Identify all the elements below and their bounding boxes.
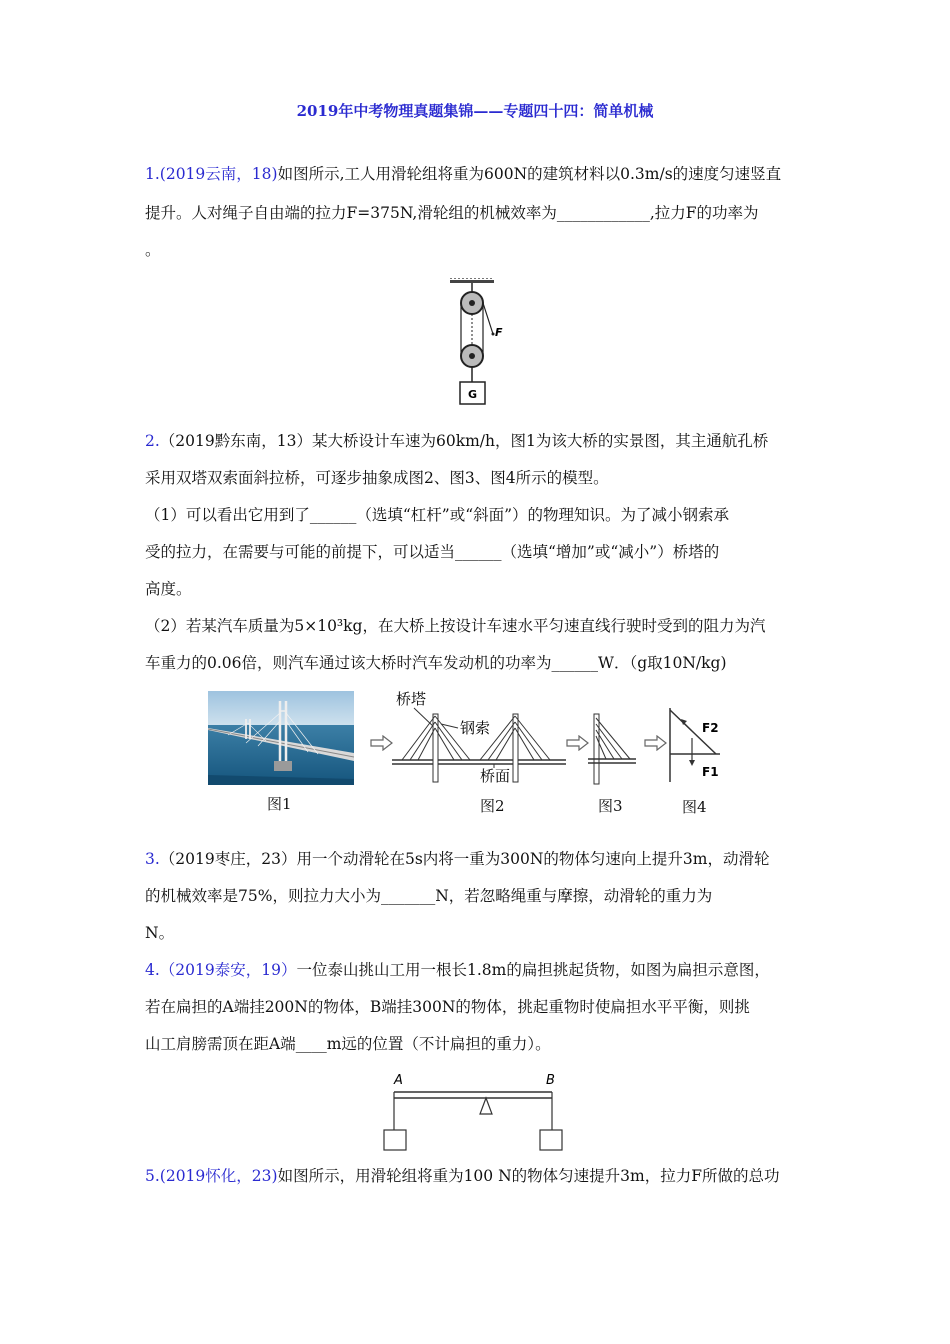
shoulder-pole-figure [376, 1068, 566, 1158]
q3-line-3: N。 [145, 924, 175, 942]
force-model-figure [664, 704, 734, 788]
pulley-figure [438, 278, 518, 408]
q1-number: 1.(2019云南，18) [145, 165, 278, 183]
q4-number: 4.（2019泰安，19） [145, 961, 297, 979]
q2-line-1: 2.（2019黔东南，13）某大桥设计车速为60km/h，图1为该大桥的实景图，其主通航孔桥 [145, 432, 769, 450]
force-f1-label: F1 [702, 765, 719, 779]
q3-line-2: 的机械效率是75%，则拉力大小为_______N，若忽略绳重与摩擦，动滑轮的重力为 [145, 887, 713, 905]
force-f2-label: F2 [702, 721, 719, 735]
pole-end-b-label: B [546, 1073, 555, 1088]
q4-line-3: 山工肩膀需顶在距A端____m远的位置（不计扁担的重力）。 [145, 1035, 551, 1053]
tower-label: 桥塔 [396, 690, 427, 708]
q5-line-1: 5.(2019怀化，23)如图所示，用滑轮组将重为100 N的物体匀速提升3m，拉力F所做的总功 [145, 1167, 780, 1185]
fig1-caption: 图1 [267, 795, 292, 813]
bridge-photo [208, 691, 354, 785]
pole-end-a-label: A [394, 1073, 403, 1088]
q2-line-6: （2）若某汽车质量为5×10³kg，在大桥上按设计车速水平匀速直线行驶时受到的阻力为汽 [145, 617, 766, 635]
weight-label: G [467, 388, 478, 401]
fig4-caption: 图4 [682, 798, 707, 816]
cable-label: 钢索 [460, 719, 491, 737]
q4-line-2: 若在扁担的A端挂200N的物体，B端挂300N的物体，挑起重物时使扁担水平平衡，则挑 [145, 998, 750, 1016]
q3-line-1: 3.（2019枣庄，23）用一个动滑轮在5s内将一重为300N的物体匀速向上提升3m，动滑轮 [145, 850, 770, 868]
q1-line-3: 。 [145, 241, 161, 259]
pulley-force-label: F [495, 326, 503, 339]
page-title: 2019年中考物理真题集锦——专题四十四：简单机械 [296, 102, 654, 120]
q1-line-1: 1.(2019云南，18)如图所示,工人用滑轮组将重为600N的建筑材料以0.3m/s的速度匀速竖直 [145, 165, 782, 183]
q3-number: 3. [145, 850, 160, 868]
fig3-caption: 图3 [598, 797, 623, 815]
deck-label: 桥面 [480, 767, 511, 785]
half-bridge-figure [586, 710, 638, 786]
q2-line-5: 高度。 [145, 580, 192, 598]
q2-line-4: 受的拉力，在需要与可能的前提下，可以适当______（选填“增加”或“减小”）桥塔的 [145, 543, 720, 561]
q2-line-3: （1）可以看出它用到了______（选填“杠杆”或“斜面”）的物理知识。为了减小钢索承 [145, 506, 730, 524]
q1-line-2: 提升。人对绳子自由端的拉力F=375N,滑轮组的机械效率为____________,拉力F的功率为 [145, 204, 759, 222]
q2-line-2: 采用双塔双索面斜拉桥，可逐步抽象成图2、图3、图4所示的模型。 [145, 469, 609, 487]
q2-number: 2. [145, 432, 160, 450]
fig2-caption: 图2 [480, 797, 505, 815]
q4-line-1: 4.（2019泰安，19）一位泰山挑山工用一根长1.8m的扁担挑起货物，如图为扁担示意图， [145, 961, 770, 979]
q5-number: 5.(2019怀化，23) [145, 1167, 278, 1185]
q2-line-7: 车重力的0.06倍，则汽车通过该大桥时汽车发动机的功率为______W．（g取10N/kg) [145, 654, 727, 672]
bridge-model-figure [390, 686, 570, 788]
